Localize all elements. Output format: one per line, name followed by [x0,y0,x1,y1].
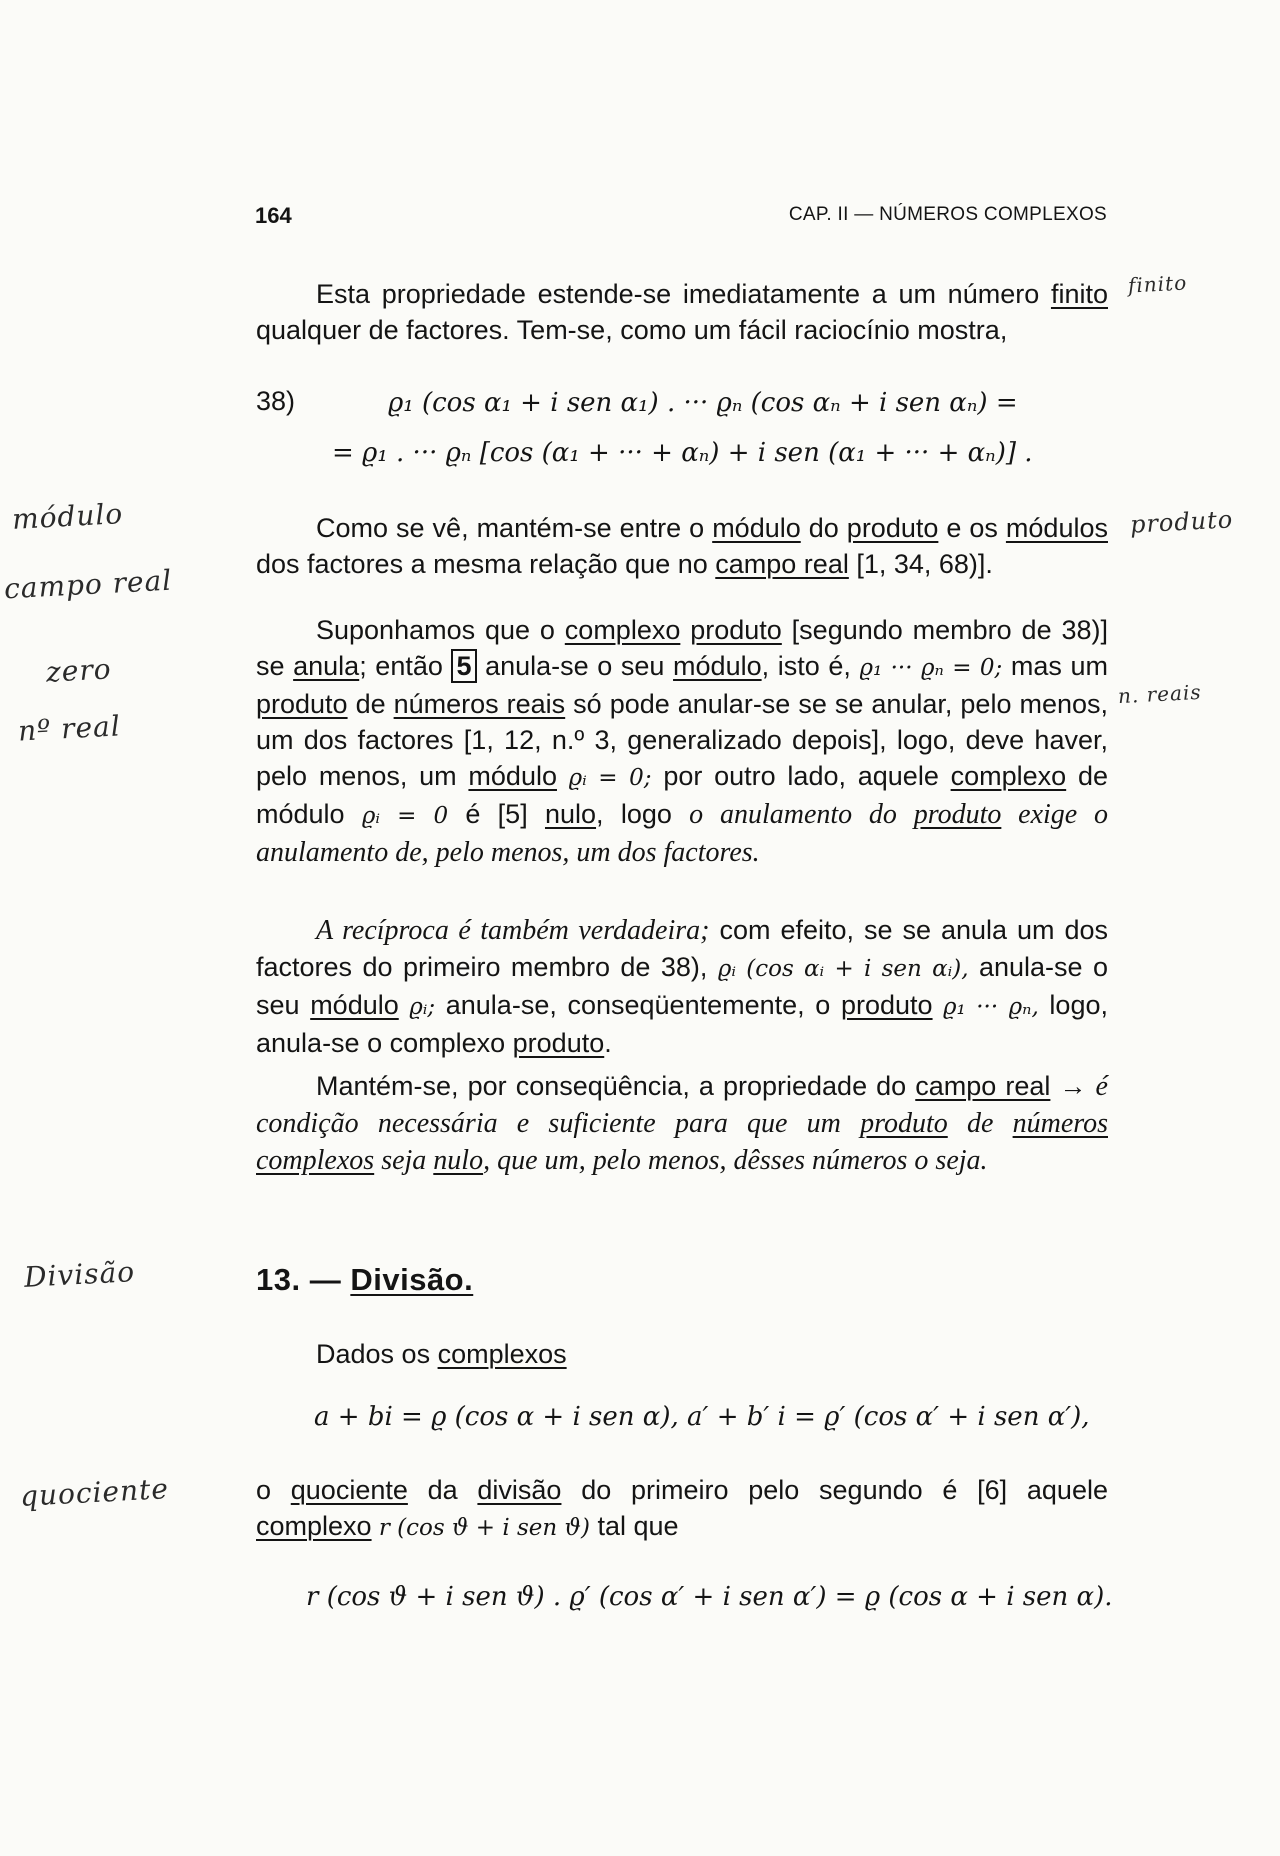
equation-quociente: r (cos ϑ + i sen ϑ) . ϱ′ (cos α′ + i sen α′) = ϱ (cos α + i sen α). [306,1582,1113,1612]
paragraph-mantem: Mantém-se, por conseqüência, a propriedade do campo real → é condição necessária e suficiente para que um produto de números complexos seja nulo, que um, pelo menos, dêsses números o seja. [256,1071,1108,1176]
margin-note-zero: zero [45,652,113,689]
margin-note-numeros-reais: n. reais [1117,679,1203,709]
margin-note-divisao: Divisão [23,1255,136,1294]
running-header: CAP. II — NÚMEROS COMPLEXOS [788,204,1107,225]
paragraph-modulo: Como se vê, mantém-se entre o módulo do produto e os módulos dos factores a mesma relação que no campo real [1, 34, 68)]. [256,513,1108,579]
section-title: Divisão. [350,1262,474,1297]
equation-38-line-1: ϱ₁ (cos α₁ + i sen α₁) . ··· ϱₙ (cos αₙ + i sen αₙ) = [388,388,1018,418]
margin-note-campo-real: campo real [3,563,173,606]
margin-note-modulo: módulo [11,497,124,536]
margin-note-finito: finito [1127,270,1188,298]
paragraph-reciproca: A recíproca é também verdadeira; com efeito, se se anula um dos factores do primeiro membro de 38), ϱᵢ (cos αᵢ + i sen αᵢ), anula-se o seu módulo ϱᵢ; anula-se, conseqüentemente, o produto ϱ₁ ··· ϱₙ, logo, anula-se o complexo produto. [256,915,1108,1058]
intro-paragraph: Esta propriedade estende-se imediatamente a um número finito qualquer de factores. Tem-se, como um fácil raciocínio mostra, [256,279,1108,345]
page-number: 164 [255,203,292,228]
paragraph-dados: Dados os complexos [316,1339,567,1369]
paragraph-suponhamos: Suponhamos que o complexo produto [segundo membro de 38)] se anula; então 5 anula-se o seu módulo, isto é, ϱ₁ ··· ϱₙ = 0; mas um produto de números reais só pode anular-se se se anular, pelo menos, um dos factores [1, 12, n.º 3, generalizado depois], logo, deve haver, pelo menos, um módulo ϱᵢ = 0; por outro lado, aquele complexo de módulo ϱᵢ = 0 é [5] nulo, logo o anulamento do produto exige o anulamento de, pelo menos, um dos factores. [256,615,1108,868]
margin-note-produto: produto [1129,505,1234,539]
margin-note-n-real: nº real [17,709,122,748]
equation-38-line-2: = ϱ₁ . ··· ϱₙ [cos (α₁ + ··· + αₙ) + i sen (α₁ + ··· + αₙ)] . [332,438,1033,468]
margin-note-quociente: quociente [19,1472,170,1513]
paragraph-quociente: o quociente da divisão do primeiro pelo segundo é [6] aquele complexo r (cos ϑ + i sen ϑ) tal que [256,1475,1108,1541]
equation-number: 38) [256,386,296,416]
equation-complexos: a + bi = ϱ (cos α + i sen α), a′ + b′ i = ϱ′ (cos α′ + i sen α′), [314,1402,1090,1432]
section-heading [256,1262,473,1298]
section-number: 13. — [256,1262,342,1297]
